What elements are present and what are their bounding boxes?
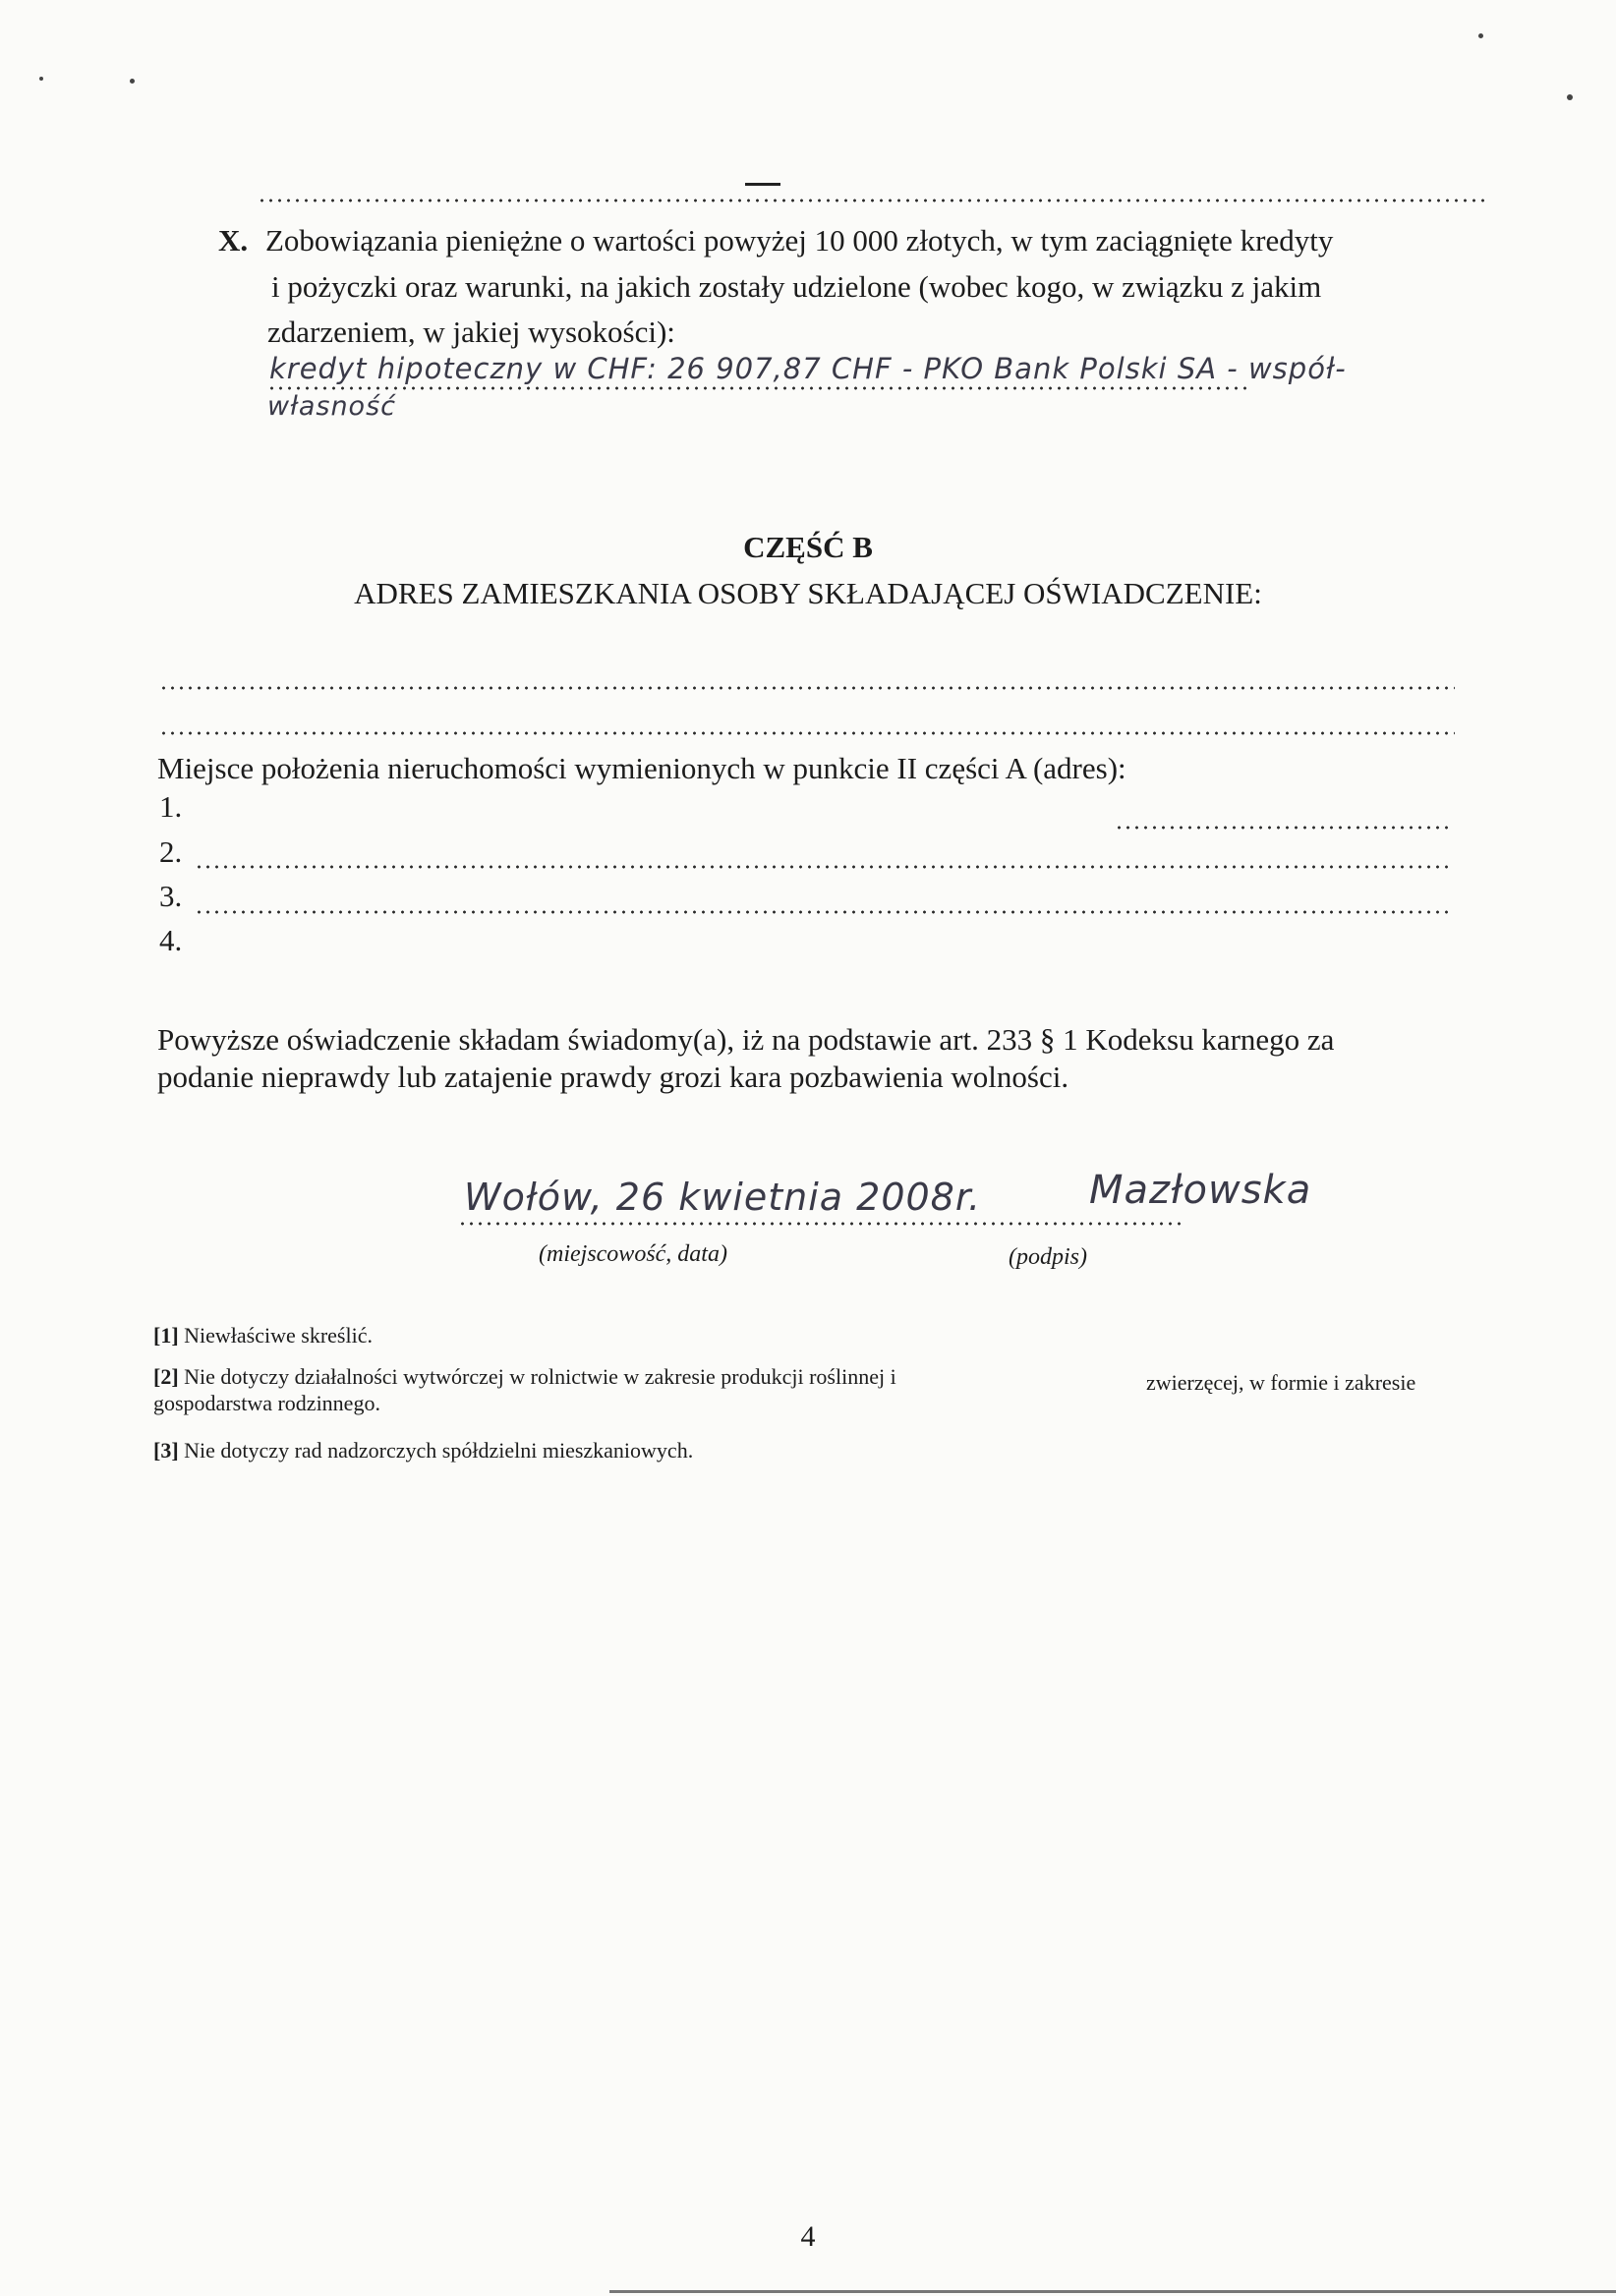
footnote-2-line-2: gospodarstwa rodzinnego. <box>153 1391 380 1415</box>
property-item-2: 2. <box>159 834 183 869</box>
dotted-line <box>258 199 1490 202</box>
footnote-2-text: Nie dotyczy działalności wytwórczej w rolnictwie w zakresie produkcji roślinnej i <box>184 1364 896 1389</box>
address-dotted-line-2 <box>159 731 1455 735</box>
property-item-1: 1. <box>159 789 183 824</box>
scan-speck <box>39 77 43 81</box>
footnote-1-text: Niewłaściwe skreślić. <box>184 1323 373 1348</box>
handwritten-signature: Mazłowska <box>1089 1168 1312 1213</box>
property-heading: Miejsce położenia nieruchomości wymienionych w punkcie II części A (adres): <box>157 751 1126 785</box>
declaration-line-2: podanie nieprawdy lub zatajenie prawdy grozi kara pozbawienia wolności. <box>157 1060 1069 1094</box>
section-x-line-1: Zobowiązania pieniężne o wartości powyżej 10 000 złotych, w tym zaciągnięte kredyty <box>265 223 1334 258</box>
signature-dotted-line <box>458 1222 1182 1226</box>
footnote-1 <box>153 1322 373 1349</box>
footnote-2 <box>153 1363 896 1391</box>
signature-label: (podpis) <box>1009 1244 1087 1270</box>
scan-speck <box>1567 94 1573 100</box>
footnote-3 <box>153 1437 693 1464</box>
part-b-subtitle: ADRES ZAMIESZKANIA OSOBY SKŁADAJĄCEJ OŚWIADCZENIE: <box>354 576 1262 610</box>
footnote-3-mark: [3] <box>153 1438 179 1463</box>
dotted-line <box>1115 826 1453 830</box>
footnote-2-mark: [2] <box>153 1364 179 1389</box>
handwritten-credit-entry: kredyt hipoteczny w CHF: 26 907,87 CHF - PKO Bank Polski SA - współ- <box>269 352 1347 385</box>
section-x-label: X. <box>218 223 249 258</box>
scan-edge <box>609 2290 1616 2293</box>
property-item-4: 4. <box>159 923 183 957</box>
dotted-line <box>195 910 1449 914</box>
dotted-line <box>195 865 1453 869</box>
scan-speck <box>1478 33 1483 38</box>
handwritten-credit-entry-cont: własność <box>267 391 396 422</box>
footnote-2-continued: zwierzęcej, w formie i zakresie <box>1146 1370 1416 1395</box>
scan-speck <box>130 79 135 84</box>
address-dotted-line-1 <box>159 686 1455 690</box>
page-number: 4 <box>800 2220 816 2253</box>
dotted-line <box>267 386 1250 390</box>
footnote-3-text: Nie dotyczy rad nadzorczych spółdzielni mieszkaniowych. <box>184 1438 694 1463</box>
footnote-1-mark: [1] <box>153 1323 179 1348</box>
handwritten-place-date: Wołów, 26 kwietnia 2008r. <box>464 1176 982 1219</box>
property-item-3: 3. <box>159 879 183 913</box>
top-dash <box>745 183 780 186</box>
section-x-line-3: zdarzeniem, w jakiej wysokości): <box>267 315 675 349</box>
section-x-line-2: i pożyczki oraz warunki, na jakich zostały udzielone (wobec kogo, w związku z jakim <box>271 269 1322 304</box>
declaration-line-1: Powyższe oświadczenie składam świadomy(a), iż na podstawie art. 233 § 1 Kodeksu karnego za <box>157 1022 1335 1057</box>
place-date-label: (miejscowość, data) <box>539 1241 727 1267</box>
part-b-title: CZĘŚĆ B <box>743 530 873 564</box>
